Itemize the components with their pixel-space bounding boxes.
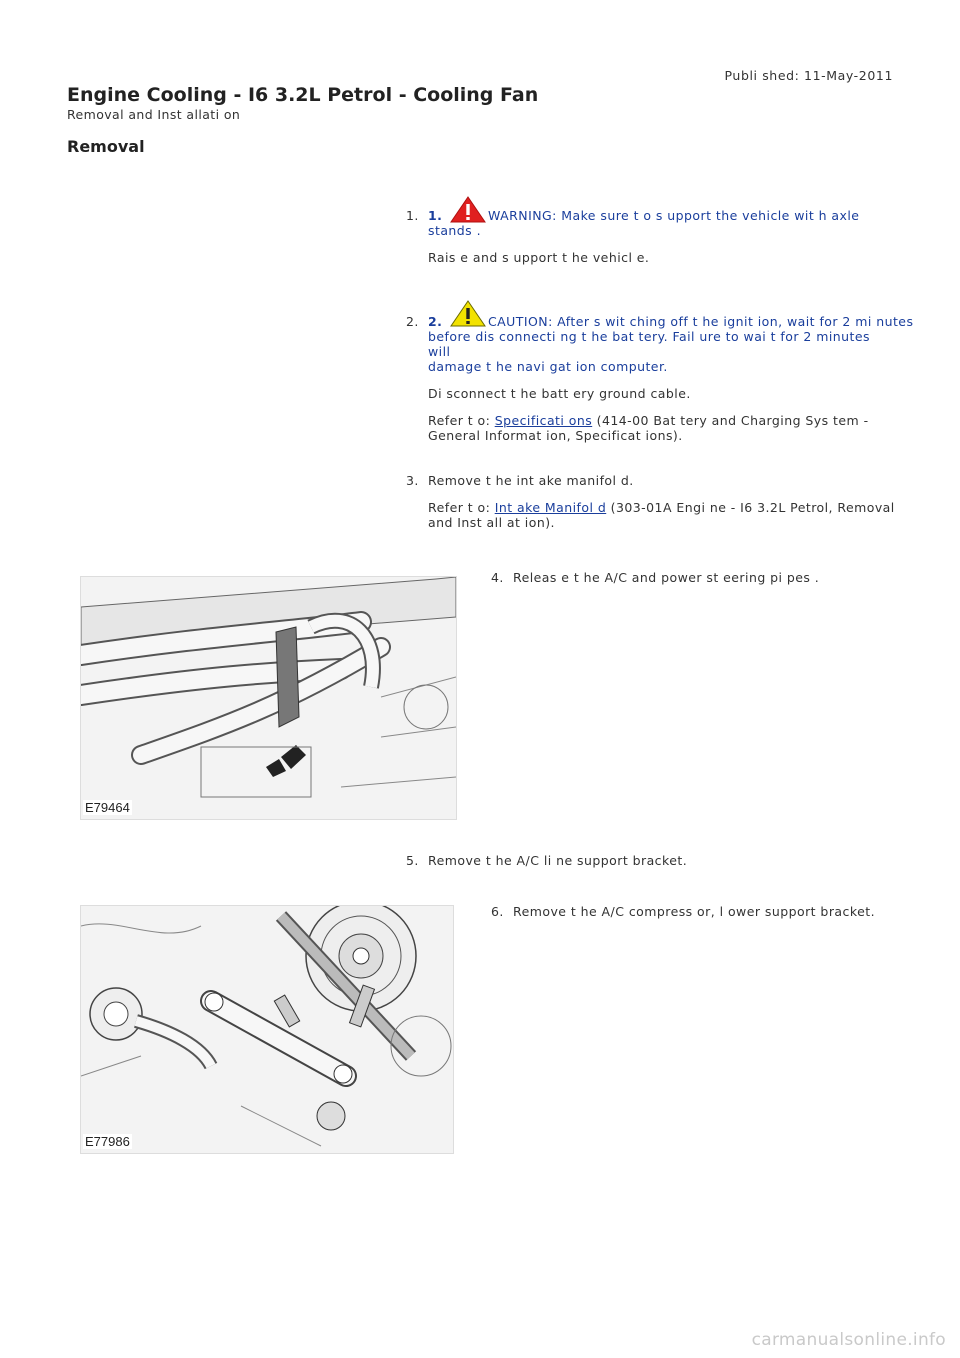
figure-label: E79464: [85, 800, 130, 815]
ac-pipes-illustration: [81, 577, 456, 819]
step-text: Remove t he A/C compress or, l ower support bracket.: [513, 904, 875, 919]
page-subtitle: Removal and Inst allati on: [67, 107, 241, 122]
intake-manifold-link[interactable]: Int ake Manifol d: [494, 500, 607, 515]
step-text: Remove t he A/C li ne support bracket.: [428, 853, 688, 868]
step-text: Releas e t he A/C and power st eering pi pes .: [513, 570, 820, 585]
step-1: [406, 196, 896, 266]
step-number: 2.: [406, 314, 419, 329]
caution-icon: [450, 300, 486, 330]
compressor-bracket-illustration: [81, 906, 453, 1153]
caution-text-cont: damage t he navi gat ion computer.: [428, 359, 668, 374]
step-6: [491, 904, 891, 924]
step-reference: Refer t o: Specificati ons (414-00 Bat tery and Charging Sys tem - General Informat ion, Specificat ions).: [428, 413, 869, 443]
caution-text-cont: before dis connecti ng t he bat tery. Fail ure to wai t for 2 minutes will: [428, 329, 870, 359]
specifications-link[interactable]: Specificati ons: [494, 413, 593, 428]
step-lead: 1.: [428, 208, 443, 223]
section-heading: Removal: [67, 137, 145, 156]
page-title: Engine Cooling - I6 3.2L Petrol - Cooling Fan: [67, 84, 539, 106]
step-5: [406, 853, 896, 873]
step-number: 5.: [406, 853, 419, 868]
step-text: Rais e and s upport t he vehicl e.: [428, 250, 650, 265]
step-4: [491, 570, 891, 590]
caution-text: CAUTION: After s wit ching off t he ignit ion, wait for 2 mi nutes: [488, 314, 914, 329]
warning-text: WARNING: Make sure t o s upport the vehicle wit h axle: [488, 208, 860, 223]
figure-label: E77986: [85, 1134, 130, 1149]
step-number: 3.: [406, 473, 419, 488]
step-reference: Refer t o: Int ake Manifol d (303-01A Engi ne - I6 3.2L Petrol, Removal and Inst all at ion).: [428, 500, 895, 530]
warning-icon: [450, 196, 486, 226]
step-number: 4.: [491, 570, 504, 585]
watermark: carmanualsonline.info: [751, 1330, 946, 1350]
step-3: [406, 473, 896, 543]
figure-e77986: [80, 905, 454, 1154]
step-2: [406, 298, 914, 443]
step-text: Remove t he int ake manifol d.: [428, 473, 634, 488]
step-number: 1.: [406, 208, 419, 223]
published-date: Publi shed: 11-May-2011: [724, 68, 893, 83]
figure-e79464: [80, 576, 457, 820]
step-text: Di sconnect t he batt ery ground cable.: [428, 386, 691, 401]
step-number: 6.: [491, 904, 504, 919]
step-lead: 2.: [428, 314, 443, 329]
warning-text-cont: stands .: [428, 223, 481, 238]
